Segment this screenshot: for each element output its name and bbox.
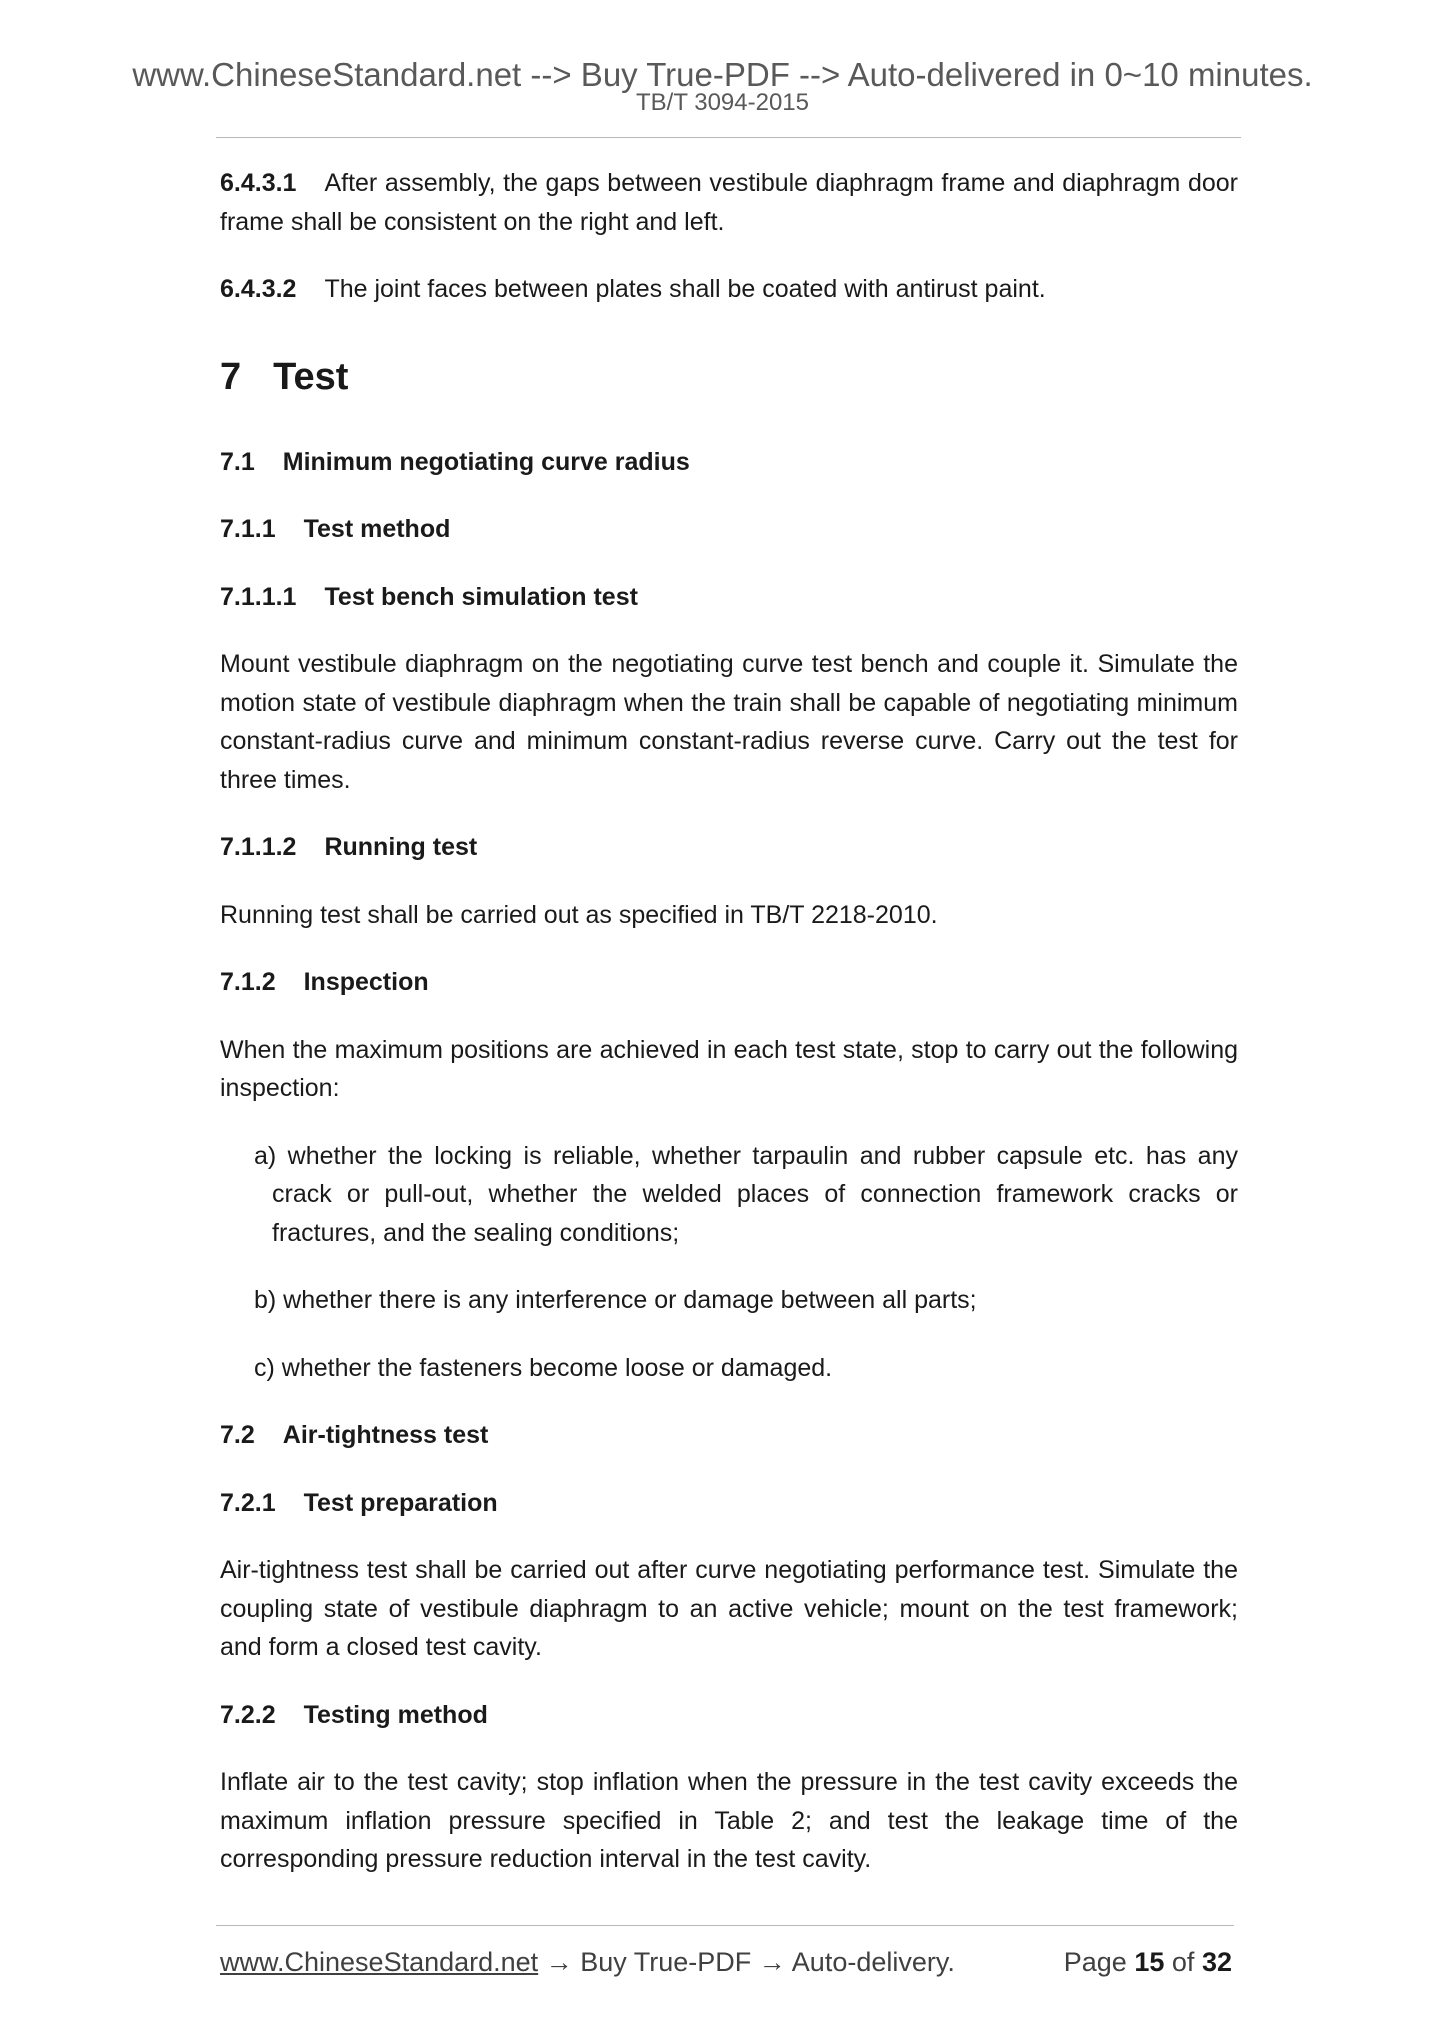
page-footer <box>220 1949 1232 1976</box>
heading-title: Air-tightness test <box>282 1421 489 1449</box>
heading-number: 7.2.2 <box>220 1700 276 1729</box>
clause-number: 6.4.3.2 <box>220 275 297 303</box>
page-label: Page <box>1063 1947 1127 1977</box>
heading-7-1 <box>220 443 1238 482</box>
section-number: 7 <box>220 355 242 398</box>
page-number <box>1064 1949 1232 1976</box>
header-divider <box>216 137 1241 138</box>
clause-6-4-3-2 <box>220 270 1238 309</box>
paragraph-7-1-2: When the maximum positions are achieved in each test state, stop to carry out the following inspection: <box>220 1035 1238 1102</box>
paragraph-7-2-1: Air-tightness test shall be carried out after curve negotiating performance test. Simulate the coupling state of vestibule diaphragm to an active vehicle; mount on the test framework; and form a closed test cavity. <box>220 1556 1238 1661</box>
paragraph-7-1-1-1: Mount vestibule diaphragm on the negotiating curve test bench and couple it. Simulate the motion state of vestibule diaphragm when the train shall be capable of negotiating minimum constant-radius curve and minimum constant-radius reverse curve. Carry out the test for three times. <box>220 650 1238 794</box>
list-item: a) whether the locking is reliable, whether tarpaulin and rubber capsule etc. has any crack or pull-out, whether the welded places of connection framework cracks or fractures, and the sealing conditions; <box>254 1141 1238 1247</box>
heading-number: 7.2 <box>220 1421 255 1449</box>
clause-6-4-3-1 <box>220 164 1238 241</box>
list-item: c) whether the fasteners become loose or damaged. <box>254 1353 833 1382</box>
heading-number: 7.1.1.2 <box>220 833 297 861</box>
heading-7-2 <box>220 1416 1238 1455</box>
section-heading-7 <box>220 355 1238 399</box>
inspection-list <box>220 1137 1238 1388</box>
section-title: Test <box>273 355 349 398</box>
footer-delivery-text: Auto-delivery. <box>791 1947 955 1977</box>
heading-title: Running test <box>324 833 478 861</box>
heading-7-1-1 <box>220 510 1238 549</box>
page-total: 32 <box>1201 1947 1232 1977</box>
heading-number: 7.2.1 <box>220 1488 276 1517</box>
heading-title: Test bench simulation test <box>324 582 638 611</box>
heading-7-2-1 <box>220 1484 1238 1523</box>
header-banner[interactable]: www.ChineseStandard.net --> Buy True-PDF --> Auto-delivered in 0~10 minutes. <box>132 56 1313 93</box>
heading-number: 7.1.2 <box>220 968 276 996</box>
heading-title: Test method <box>303 515 451 543</box>
heading-number: 7.1 <box>220 447 255 476</box>
paragraph-7-1-1-2: Running test shall be carried out as specified in TB/T 2218-2010. <box>220 900 938 929</box>
footer-divider <box>216 1925 1234 1926</box>
heading-7-1-1-2 <box>220 828 1238 867</box>
heading-title: Inspection <box>303 968 429 996</box>
arrow-icon: → <box>545 1947 573 1977</box>
paragraph-7-2-2: Inflate air to the test cavity; stop inflation when the pressure in the test cavity exceeds the maximum inflation pressure specified in Table 2; and test the leakage time of the corresponding pressure reduction interval in the test cavity. <box>220 1768 1238 1873</box>
clause-text: After assembly, the gaps between vestibule diaphragm frame and diaphragm door frame shall be consistent on the right and left. <box>220 169 1238 236</box>
heading-7-2-2 <box>220 1696 1238 1735</box>
heading-7-1-2 <box>220 963 1238 1002</box>
footer-buy-text: Buy True-PDF <box>580 1947 752 1977</box>
heading-7-1-1-1 <box>220 578 1238 617</box>
heading-title: Testing method <box>303 1700 488 1729</box>
clause-text: The joint faces between plates shall be coated with antirust paint. <box>324 275 1046 303</box>
page-content <box>220 164 1238 1879</box>
clause-number: 6.4.3.1 <box>220 169 297 197</box>
heading-number: 7.1.1.1 <box>220 582 297 611</box>
arrow-icon: → <box>758 1947 786 1977</box>
document-id: TB/T 3094-2015 <box>635 89 809 116</box>
heading-title: Minimum negotiating curve radius <box>282 447 690 476</box>
heading-title: Test preparation <box>303 1488 498 1517</box>
page-current: 15 <box>1134 1947 1165 1977</box>
page-of: of <box>1171 1947 1195 1977</box>
footer-link[interactable]: www.ChineseStandard.net <box>220 1947 539 1977</box>
heading-number: 7.1.1 <box>220 515 276 543</box>
list-item: b) whether there is any interference or damage between all parts; <box>254 1286 977 1314</box>
